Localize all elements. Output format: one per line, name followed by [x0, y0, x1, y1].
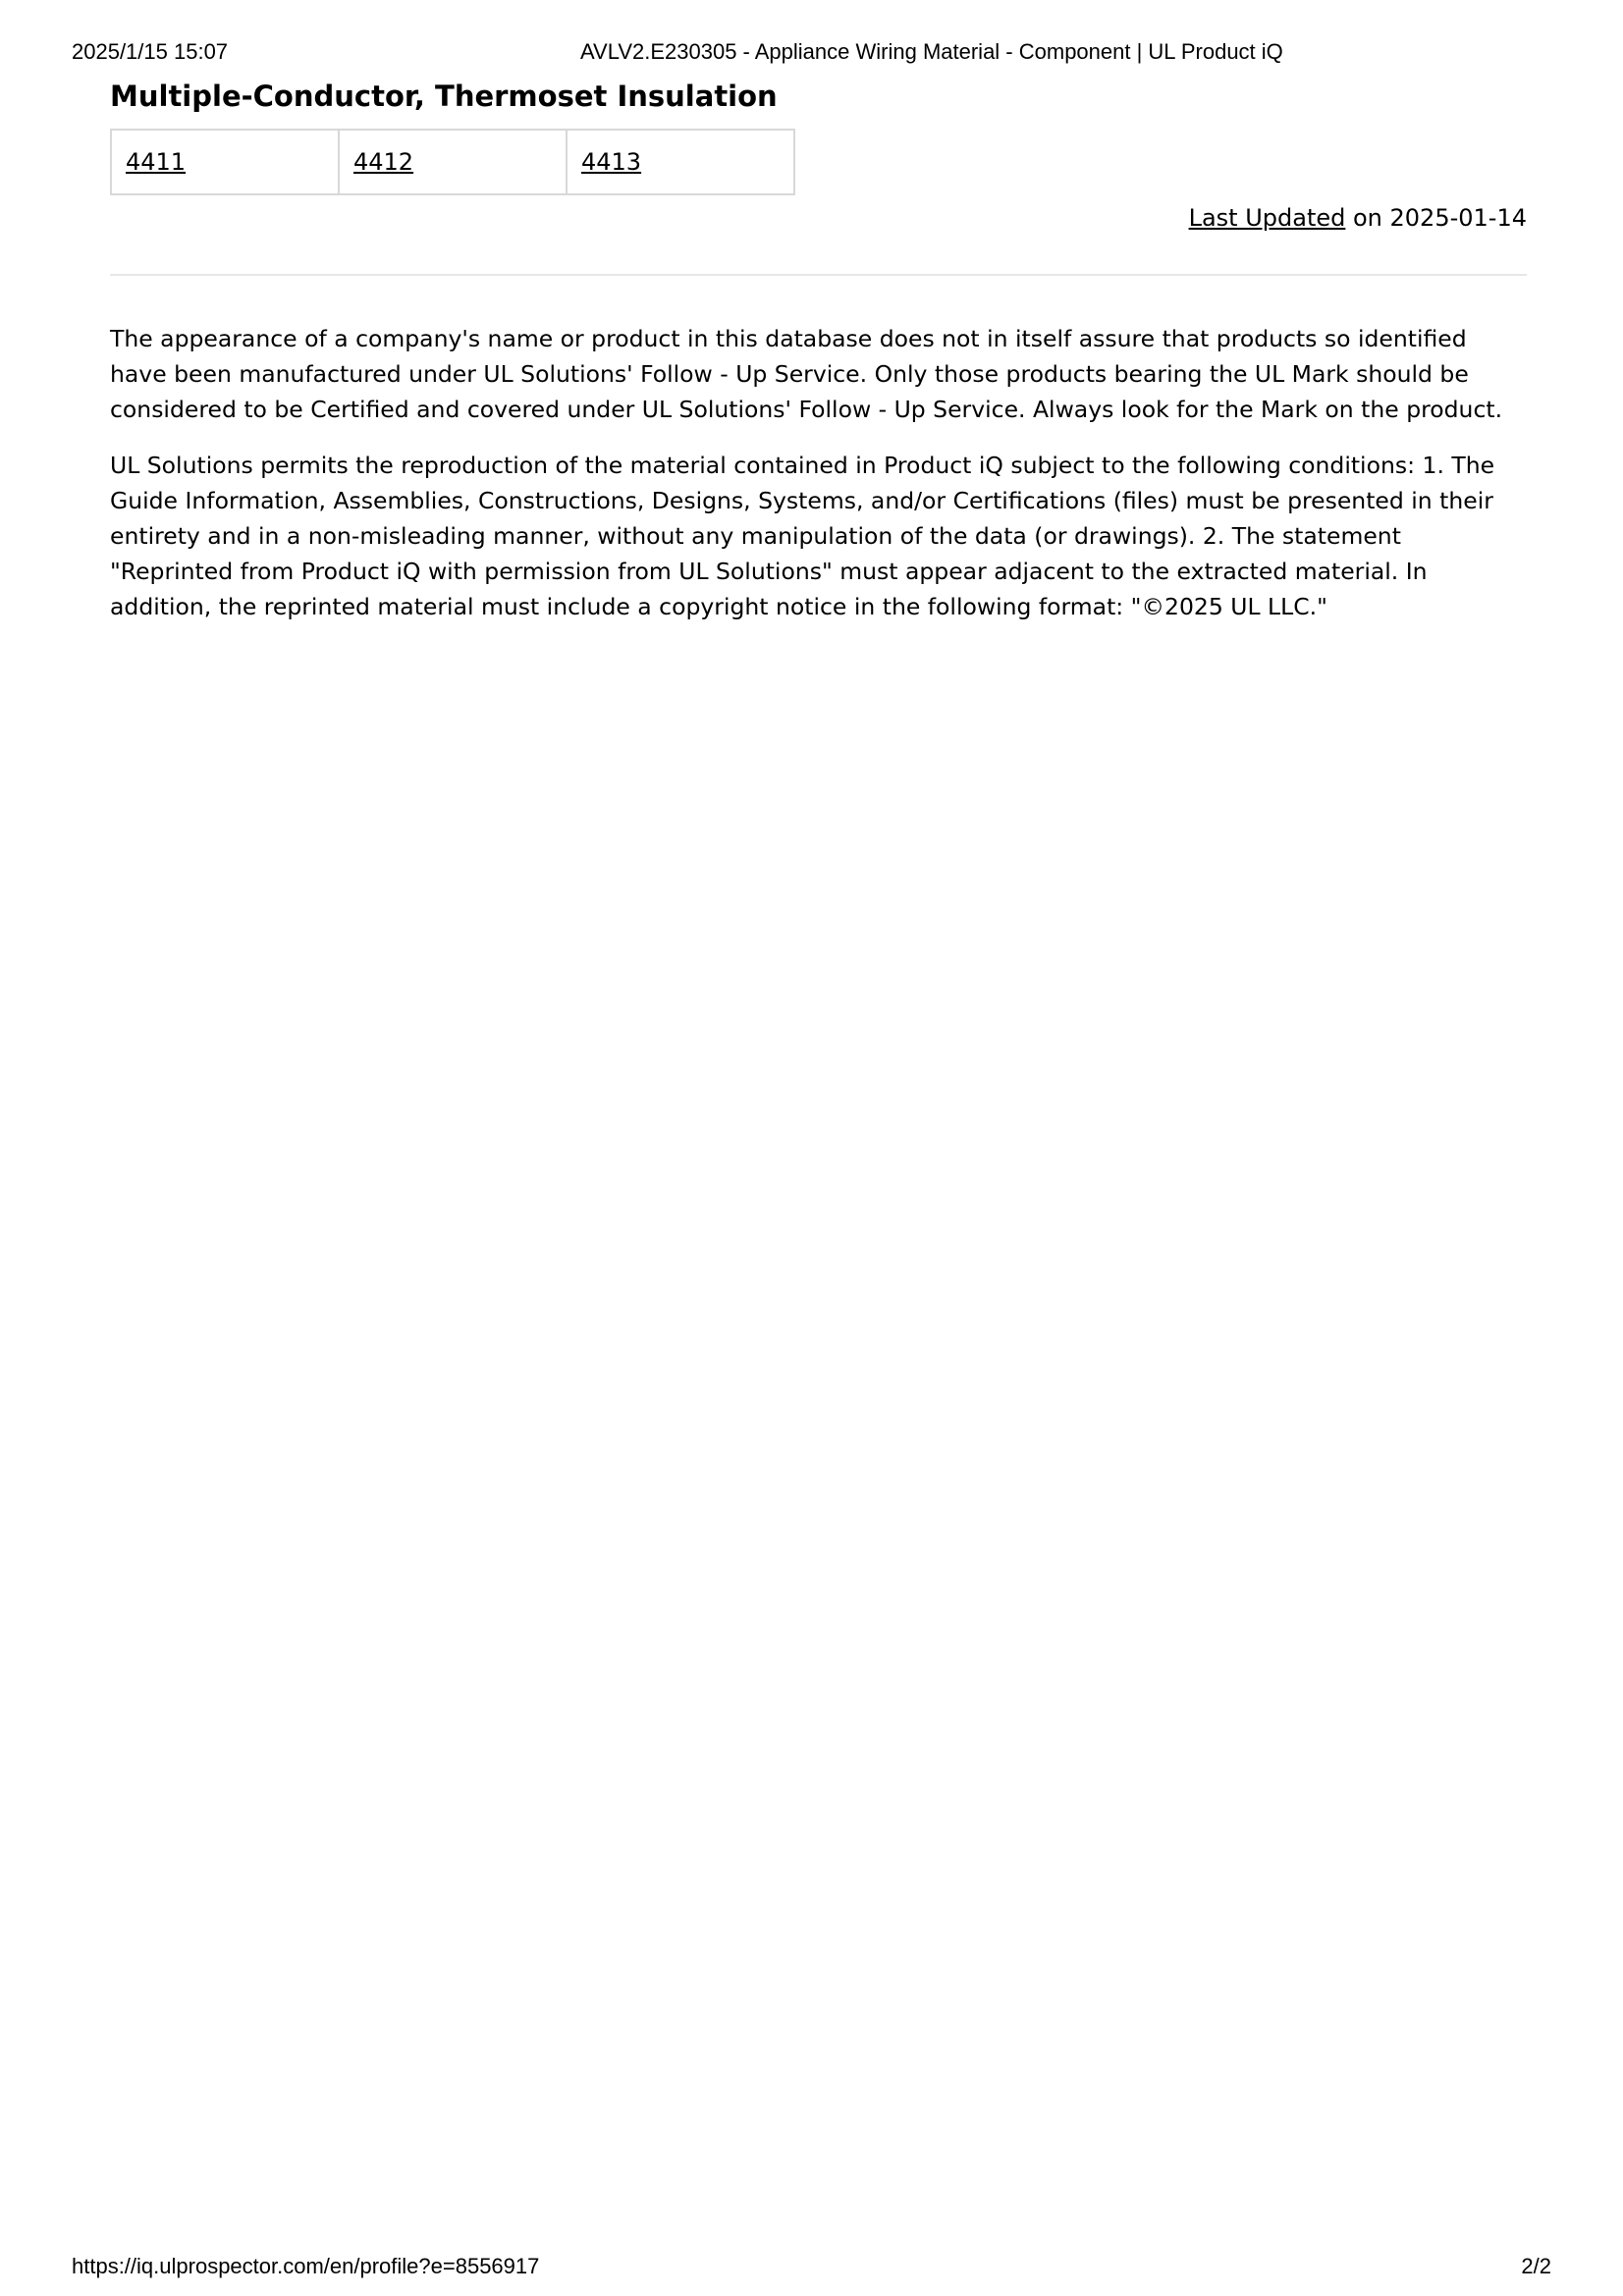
section-title: Multiple-Conductor, Thermoset Insulation — [110, 80, 778, 113]
disclaimer-paragraph-mark: The appearance of a company's name or product in this database does not in itself assure that products so identified have been manufactured under UL Solutions' Follow - Up Service. Only those products bearing the UL Mark should be considered to be Certified and covered under UL Solutions' Follow - Up Service. Always look for the Mark on the product. — [110, 325, 1503, 423]
main-content — [110, 77, 1527, 624]
last-updated — [110, 199, 1527, 237]
page-number: 2/2 — [1521, 2254, 1551, 2278]
print-url: https://iq.ulprospector.com/en/profile?e=8556917 — [72, 2254, 540, 2278]
table-row — [111, 130, 794, 194]
table-cell — [111, 130, 339, 194]
divider — [110, 274, 1527, 276]
print-datetime: 2025/1/15 15:07 — [72, 39, 229, 64]
table-cell — [339, 130, 567, 194]
file-link-4412[interactable]: 4412 — [353, 148, 414, 176]
print-header — [72, 39, 1551, 69]
disclaimer-paragraph-reproduction: UL Solutions permits the reproduction of the material contained in Product iQ subject to the following conditions: 1. The Guide Information, Assemblies, Constructions, Designs, Systems, and/or Certifications (files) must be presented in their entirety and in a non-misleading manner, without any manipulation of the data (or drawings). 2. The statement "Reprinted from Product iQ with permission from UL Solutions" must appear adjacent to the extracted material. In addition, the reprinted material must include a copyright notice in the following format: "©2025 UL LLC." — [110, 452, 1495, 620]
print-document-title: AVLV2.E230305 - Appliance Wiring Material - Component | UL Product iQ — [580, 39, 1283, 64]
last-updated-link[interactable]: Last Updated — [1188, 204, 1346, 232]
file-link-4413[interactable]: 4413 — [581, 148, 642, 176]
file-links-table — [110, 129, 795, 195]
file-link-4411[interactable]: 4411 — [126, 148, 187, 176]
table-cell — [567, 130, 794, 194]
print-footer — [72, 2254, 1551, 2283]
disclaimer — [110, 321, 1527, 624]
last-updated-date: on 2025-01-14 — [1345, 204, 1527, 232]
